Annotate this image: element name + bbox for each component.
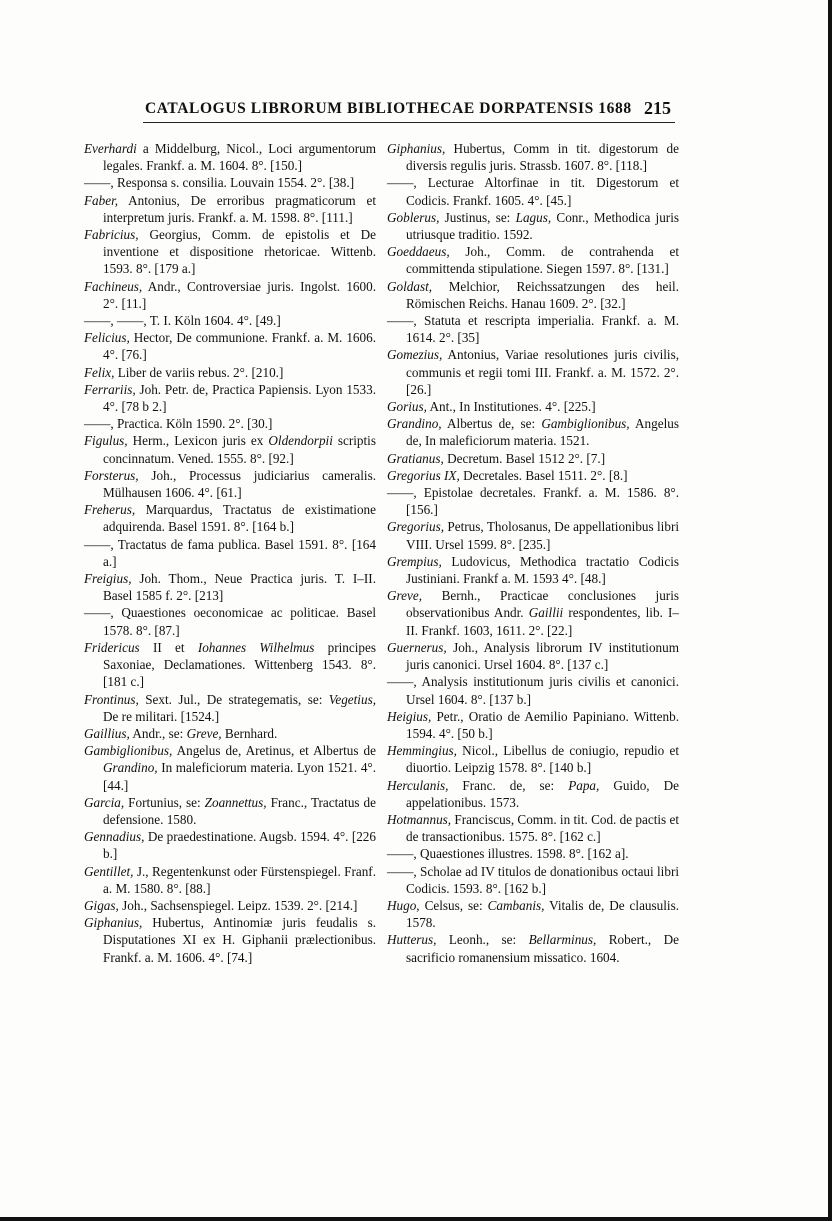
entry-author: Heigius, [387, 708, 432, 724]
entry-author: Grempius, [387, 553, 442, 569]
entry-author: Felix, [84, 364, 115, 380]
catalogue-entry [84, 639, 376, 691]
catalogue-entry [84, 278, 376, 312]
entry-text: Joh., Processus judiciarius cameralis. Mülhausen 1606. 4°. [61.] [103, 467, 376, 501]
entry-text: Joh. Thom., Neue Practica juris. T. I–II. Basel 1585 f. 2°. [213] [103, 571, 376, 604]
entry-author: Gaillius, [84, 725, 130, 741]
entry-text: Franciscus, Comm. in tit. Cod. de pactis et de transactionibus. 1575. 8°. [162 c.] [406, 811, 679, 845]
entry-text: ——, Epistolae decretales. Frankf. a. M. 1586. 8°. [156.] [387, 485, 679, 518]
entry-text: Antonius, Variae resolutiones juris civilis, communis et regii tomi III. Frankf. a. M. 1572. 2°. [26.] [406, 347, 679, 397]
catalogue-entry [84, 226, 376, 278]
catalogue-entry [387, 174, 679, 208]
entry-text: Georgius, Comm. de epistolis et De inventione et dispositione rhetoricae. Wittenb. 1593. 8°. [179 a.] [103, 227, 376, 277]
entry-text: Antonius, De erroribus pragmaticorum et interpretum juris. Frankf. a. M. 1598. 8°. [111.] [103, 192, 376, 225]
catalogue-entry [387, 140, 679, 174]
catalogue-entry [387, 777, 679, 811]
catalogue-entry [84, 192, 376, 226]
catalogue-entry [387, 484, 679, 518]
entry-text: ——, ——, T. I. Köln 1604. 4°. [49.] [84, 313, 281, 329]
entry-author: Freherus, [84, 502, 136, 518]
entry-text: Vitalis de, De clausulis. 1578. [406, 897, 680, 931]
catalogue-entry [387, 587, 679, 639]
entry-author: Gentillet, [84, 863, 134, 879]
entry-text: Bernhard. [221, 725, 278, 741]
catalogue-entry [387, 243, 679, 277]
entry-text: scriptis concinnatum. Vened. 1555. 8°. [92.] [103, 433, 376, 466]
catalogue-entry [84, 432, 376, 466]
entry-text: Ludovicus, Methodica tractatio Codicis Justiniani. Frankf a. M. 1593 4°. [48.] [406, 553, 679, 587]
entry-text: Ant., In Institutiones. 4°. [225.] [426, 399, 596, 415]
entry-author: Hugo, [387, 897, 420, 913]
catalogue-entry [84, 312, 376, 329]
entry-author: Hutterus, [387, 932, 437, 948]
entry-author: Freigius, [84, 571, 132, 587]
left-column [84, 140, 376, 966]
entry-text: Leonh., se: [436, 932, 529, 948]
catalogue-entry [84, 725, 376, 742]
catalogue-entry [84, 570, 376, 604]
entry-text: Angelus de, In maleficiorum materia. 1521. [406, 416, 679, 449]
entry-text: Hector, De communione. Frankf. a. M. 1606. 4°. [76.] [103, 330, 376, 363]
catalogue-entry [387, 708, 679, 742]
catalogue-entry [84, 501, 376, 535]
catalogue-entry [84, 329, 376, 363]
entry-text: ——, Responsa s. consilia. Louvain 1554. 2°. [38.] [84, 175, 355, 191]
entry-author: Felicius, [84, 330, 130, 346]
entry-text: ——, Quaestiones illustres. 1598. 8°. [162 a]. [387, 846, 629, 862]
entry-author: Goblerus, [387, 209, 440, 225]
entry-author: Fachineus, [84, 278, 143, 294]
catalogue-entry [387, 312, 679, 346]
entry-text: II et [139, 639, 198, 655]
scan-border-right [828, 0, 832, 1221]
catalogue-entry [84, 381, 376, 415]
scan-border-bottom [0, 1217, 832, 1221]
catalogue-entry [387, 897, 679, 931]
entry-author: Gorius, [387, 399, 427, 415]
entry-text: ——, Lecturae Altorfinae in tit. Digestorum et Codicis. Frankf. 1605. 4°. [45.] [387, 175, 679, 208]
entry-text: Justinus, se: [439, 209, 516, 225]
catalogue-entry [84, 536, 376, 570]
catalogue-entry [84, 691, 376, 725]
entry-italic-ref: Gaillii [528, 605, 564, 621]
catalogue-entry [84, 604, 376, 638]
page-number: 215 [644, 98, 671, 118]
entry-text: Andr., Controversiae juris. Ingolst. 1600. 2°. [11.] [103, 278, 376, 311]
entry-text: Albertus de, se: [441, 416, 542, 432]
entry-italic-ref: Greve, [186, 725, 222, 741]
catalogue-entry [84, 828, 376, 862]
entry-author: Grandino, [387, 416, 442, 432]
entry-text: a Middelburg, Nicol., Loci argumentorum legales. Frankf. a. M. 1604. 8°. [150.] [103, 141, 376, 174]
entry-author: Gregorius, [387, 519, 445, 535]
entry-author: Everhardi [84, 141, 137, 156]
entry-text: De praedestinatione. Augsb. 1594. 4°. [226 b.] [103, 829, 376, 862]
entry-author: Guernerus, [387, 639, 447, 655]
catalogue-entry [387, 845, 679, 862]
entry-text: ——, Scholae ad IV titulos de donationibus octaui libri Codicis. 1593. 8°. [162 b.] [387, 863, 679, 896]
running-title: CATALOGUS LIBRORUM BIBLIOTHECAE DORPATENSIS 1688 [145, 100, 632, 117]
entry-italic-ref: Gambiglionibus, [541, 416, 630, 432]
catalogue-entry [84, 794, 376, 828]
catalogue-entry [387, 278, 679, 312]
entry-text: Decretum. Basel 1512 2°. [7.] [443, 450, 606, 466]
entry-text: Bernh., Practicae conclusiones juris observationibus Andr. [406, 588, 679, 621]
right-column [387, 140, 679, 966]
entry-author: Garcia, [84, 794, 125, 810]
entry-author: Greve, [387, 588, 423, 604]
entry-text: Joh., Analysis librorum IV institutionum juris canonici. Ursel 1604. 8°. [137 c.] [406, 639, 679, 673]
entry-text: Robert., De sacrificio romanensium missatico. 1604. [406, 932, 679, 965]
catalogue-entry [84, 140, 376, 174]
catalogue-entry [84, 863, 376, 897]
entry-italic-ref: Cambanis, [487, 897, 545, 913]
entry-italic-ref: Iohannes Wilhelmus [197, 639, 315, 655]
entry-text: De re militari. [1524.] [103, 708, 220, 724]
entry-text: ——, Quaestiones oeconomicae ac politicae. Basel 1578. 8°. [87.] [84, 605, 376, 638]
catalogue-entry [387, 346, 679, 398]
catalogue-entry [387, 553, 679, 587]
entry-author: Hemmingius, [387, 743, 457, 759]
catalogue-entry [387, 209, 679, 243]
entry-text: Franc. de, se: [448, 777, 569, 793]
catalogue-entry [84, 174, 376, 191]
entry-author: Goeddaeus, [387, 244, 450, 260]
entry-author: Giphanius, [387, 141, 446, 156]
entry-text: ——, Tractatus de fama publica. Basel 1591. 8°. [164 a.] [84, 536, 376, 569]
entry-author: Gigas, [84, 897, 119, 913]
entry-text: Hubertus, Comm in tit. digestorum de diversis regulis juris. Strassb. 1607. 8°. [118.] [406, 141, 679, 174]
entry-text: Nicol., Libellus de coniugio, repudio et diuortio. Leipzig 1578. 8°. [140 b.] [406, 743, 679, 776]
entry-text: Melchior, Reichssatzungen des heil. Römischen Reichs. Hanau 1609. 2°. [32.] [406, 278, 679, 311]
entry-text: Joh., Sachsenspiegel. Leipz. 1539. 2°. [214.] [118, 897, 358, 913]
entry-italic-ref: Vegetius, [328, 691, 376, 707]
entry-author: Frontinus, [84, 691, 139, 707]
catalogue-entry [387, 811, 679, 845]
entry-text: In maleficiorum materia. Lyon 1521. 4°. [44.] [103, 760, 376, 793]
catalogue-entry [84, 914, 376, 966]
catalogue-entry [387, 467, 679, 484]
entry-text: Fortunius, se: [124, 794, 205, 810]
entry-text: Sext. Jul., De strategematis, se: [138, 691, 329, 707]
entry-text: Joh. Petr. de, Practica Papiensis. Lyon 1533. 4°. [78 b 2.] [103, 381, 376, 415]
entry-author: Goldast, [387, 278, 433, 294]
entry-author: Gratianus, [387, 450, 444, 466]
entry-author: Ferrariis, [84, 381, 136, 397]
catalogue-entry [387, 518, 679, 552]
entry-text: Liber de variis rebus. 2°. [210.] [114, 364, 284, 380]
catalogue-entry [387, 415, 679, 449]
entry-author: Gennadius, [84, 829, 145, 845]
catalogue-entry [387, 863, 679, 897]
catalogue-entry [84, 742, 376, 794]
entry-text: principes Saxoniae, Declamationes. Wittenberg 1543. 8°. [181 c.] [103, 639, 377, 690]
entry-text: ——, Analysis institutionum juris civilis et canonici. Ursel 1604. 8°. [137 b.] [387, 674, 679, 707]
entry-text: Franc., Tractatus de defensione. 1580. [103, 794, 376, 827]
entry-text: Petr., Oratio de Aemilio Papiniano. Wittenb. 1594. 4°. [50 b.] [406, 708, 679, 741]
catalogue-entry [84, 364, 376, 381]
entry-text: ——, Statuta et rescripta imperialia. Frankf. a. M. 1614. 2°. [35] [387, 313, 679, 346]
entry-author: Figulus, [84, 433, 128, 449]
catalogue-entry [387, 931, 679, 965]
entry-author: Giphanius, [84, 915, 143, 931]
entry-text: Hubertus, Antinomiæ juris feudalis s. Disputationes XI ex H. Giphanii prælectionibus. Frankf. a. M. 1606. 4°. [74.] [103, 915, 376, 965]
entry-author: Herculanis, [387, 777, 449, 793]
entry-italic-ref: Bellarminus, [528, 932, 597, 948]
entry-text: respondentes, lib. I–II. Frankf. 1603, 1611. 2°. [22.] [406, 605, 680, 638]
entry-italic-ref: Oldendorpii [268, 433, 333, 449]
catalogue-entry [387, 450, 679, 467]
entry-author: Fridericus [84, 639, 140, 655]
catalogue-entry [387, 398, 679, 415]
entry-author: Gregorius IX, [387, 467, 460, 483]
entry-author: Fabricius, [84, 227, 139, 243]
entry-italic-ref: Grandino, [103, 760, 158, 776]
entry-italic-ref: Papa, [568, 777, 600, 793]
entry-author: Gomezius, [387, 347, 443, 363]
entry-text: Guido, De appelationibus. 1573. [406, 777, 679, 810]
entry-text: Petrus, Tholosanus, De appellationibus libri VIII. Ursel 1599. 8°. [235.] [406, 519, 679, 552]
entry-author: Forsterus, [84, 467, 139, 483]
catalogue-entry [84, 897, 376, 914]
entry-author: Gambiglionibus, [84, 743, 173, 759]
entry-text: Marquardus, Tractatus de existimatione adquirenda. Basel 1591. 8°. [164 b.] [103, 502, 376, 535]
catalogue-entry [387, 673, 679, 707]
entry-text: Andr., se: [129, 725, 187, 741]
entry-italic-ref: Zoannettus, [204, 794, 267, 810]
catalogue-entry [387, 639, 679, 673]
entry-text: Angelus de, Aretinus, et Albertus de [172, 743, 376, 759]
entry-author: Faber, [84, 192, 119, 208]
entry-text: J., Regentenkunst oder Fürstenspiegel. Franf. a. M. 1580. 8°. [88.] [103, 863, 376, 896]
entry-text: Decretales. Basel 1511. 2°. [8.] [459, 467, 628, 483]
entry-text: Herm., Lexicon juris ex [127, 433, 269, 449]
entry-text: Celsus, se: [419, 897, 488, 913]
header-rule [143, 122, 675, 123]
catalogue-entry [387, 742, 679, 776]
catalogue-entry [84, 467, 376, 501]
entry-italic-ref: Lagus, [515, 209, 552, 225]
entry-text: Conr., Methodica juris utriusque traditio. 1592. [406, 209, 679, 243]
entry-author: Hotmannus, [387, 811, 452, 827]
catalogue-entry [84, 415, 376, 432]
entry-text: Joh., Comm. de contrahenda et committenda stipulatione. Siegen 1597. 8°. [131.] [406, 244, 679, 277]
entry-text: ——, Practica. Köln 1590. 2°. [30.] [84, 416, 273, 432]
